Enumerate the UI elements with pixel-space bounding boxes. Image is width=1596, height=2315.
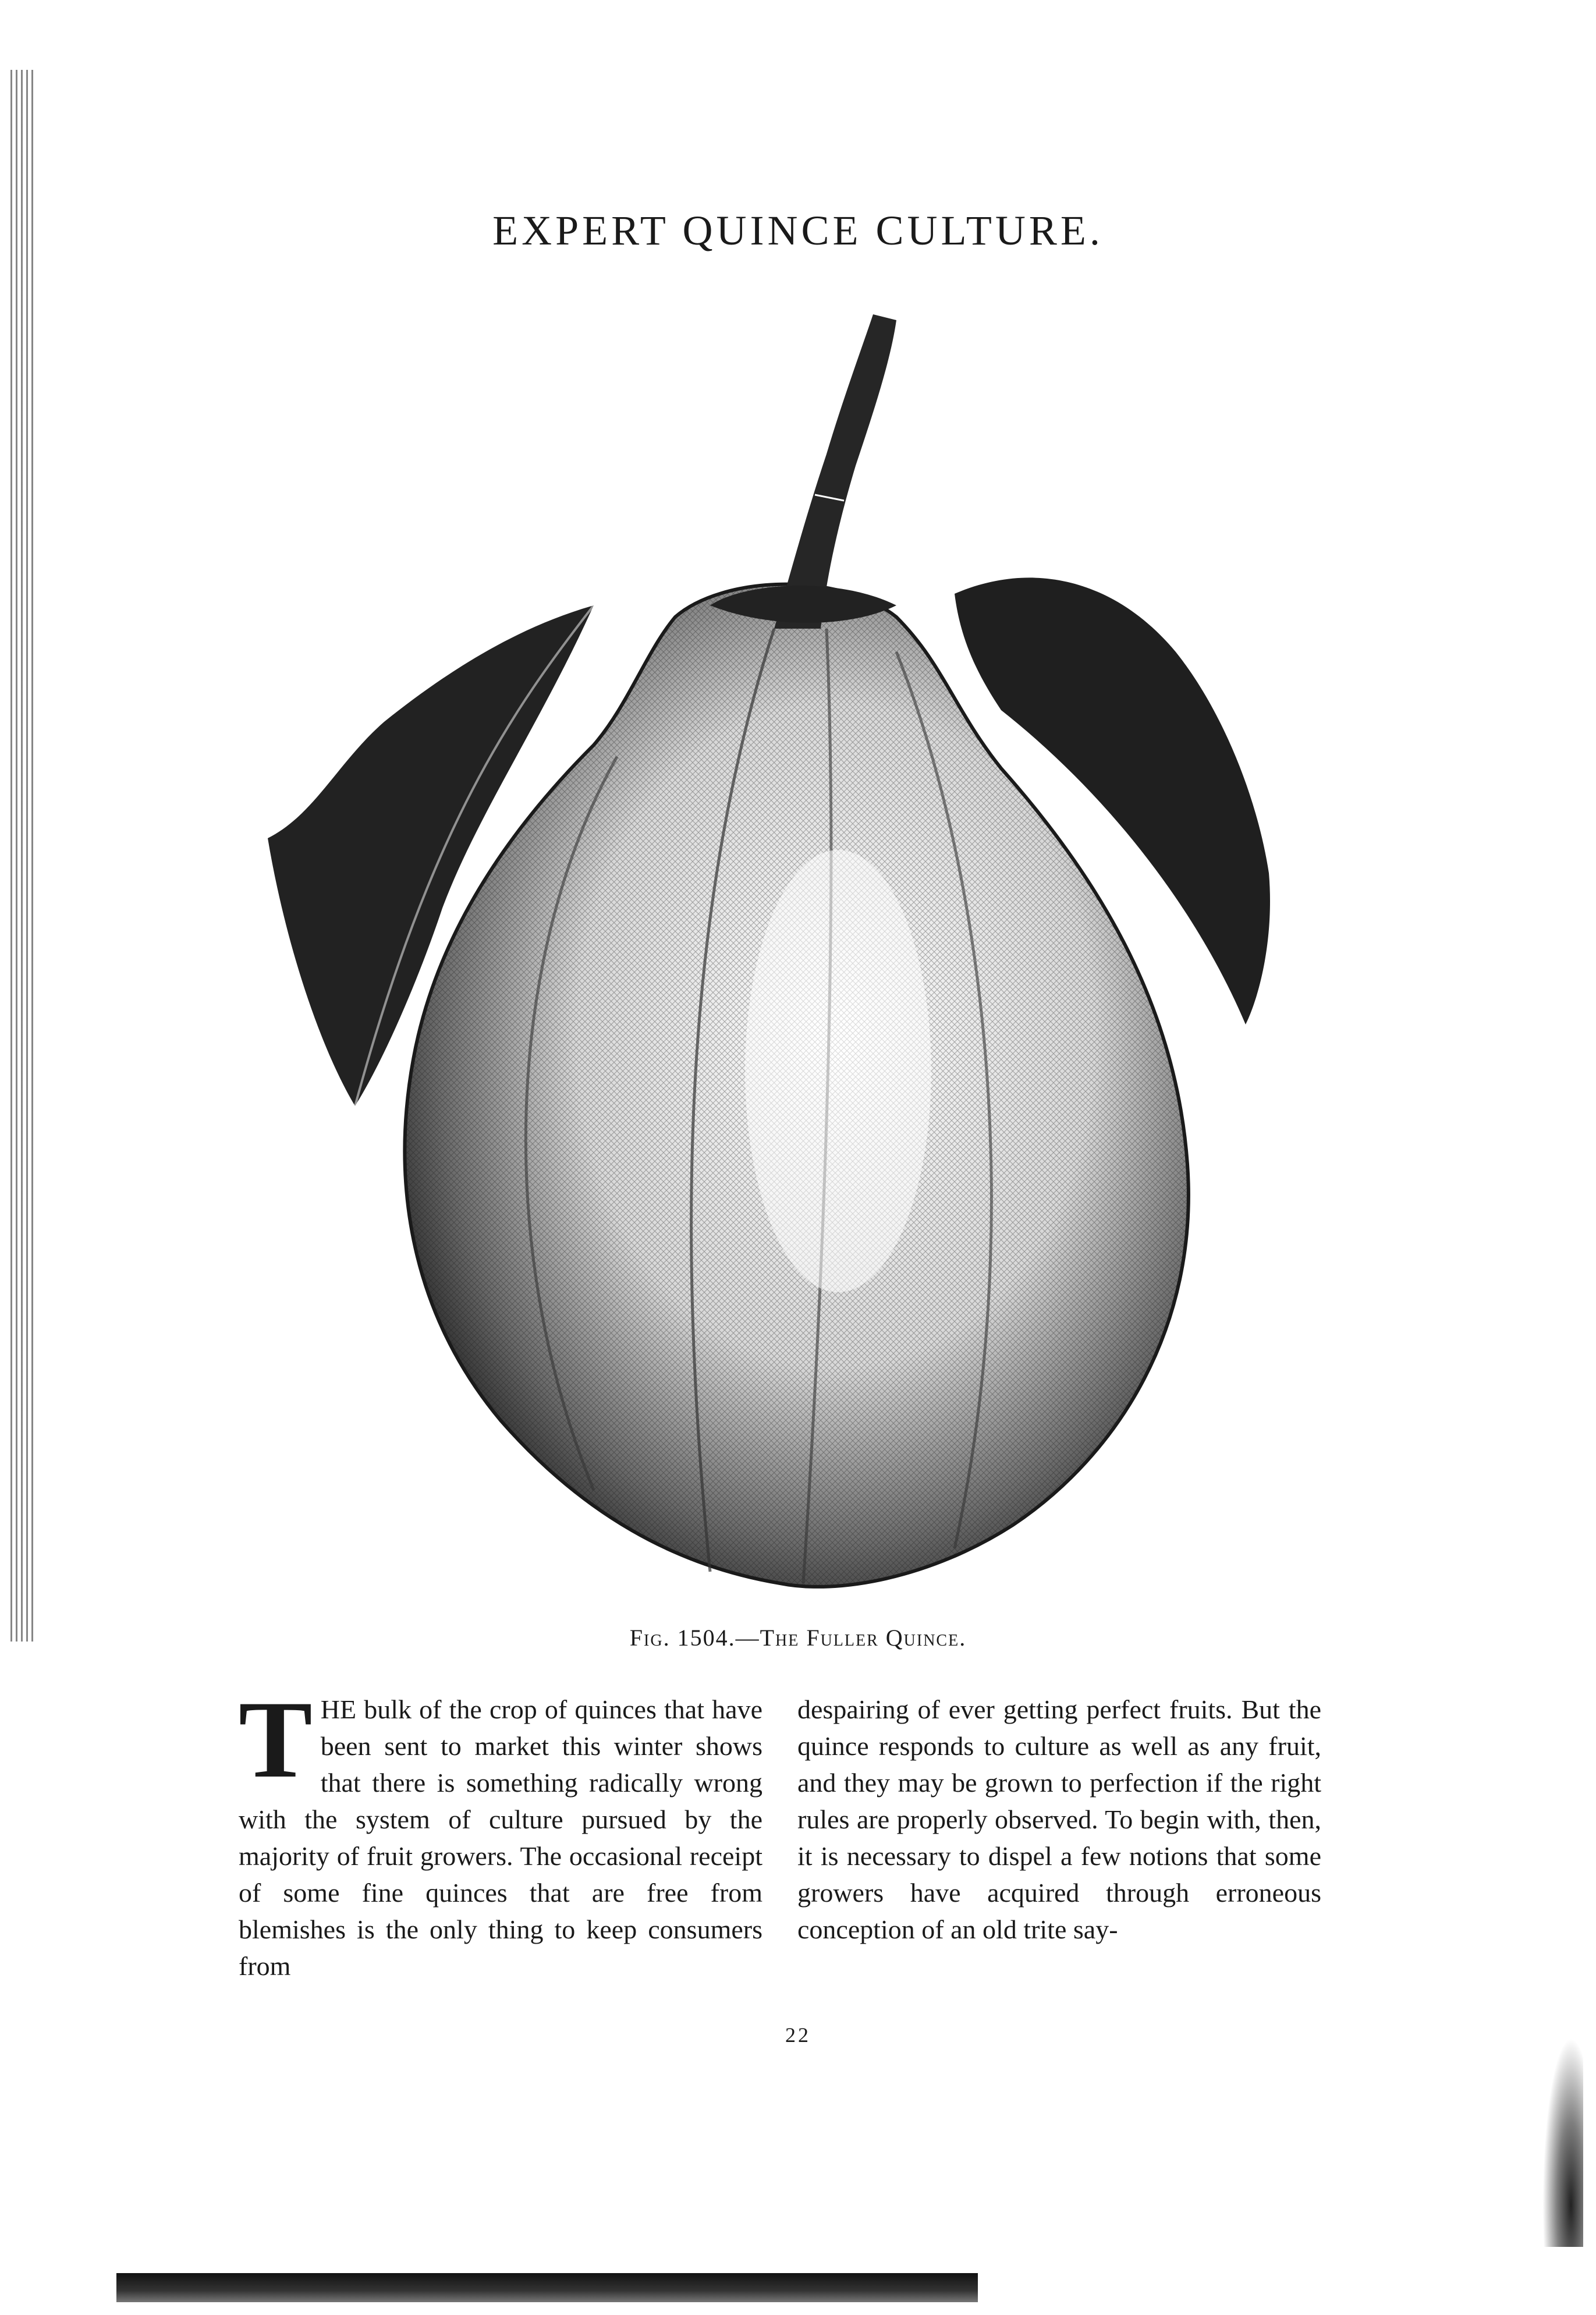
page-number: 22 (785, 2023, 811, 2047)
running-title: EXPERT QUINCE CULTURE. (492, 207, 1104, 254)
stem-icon (774, 314, 896, 629)
scan-edge-left (10, 70, 34, 1642)
paragraph-text-left: HE bulk of the crop of quinces that have been sent to market this winter shows that there is something radically wrong with the system of culture pursued by the majority of fruit growers. The occasional receipt of some fine quinces that are free from blemishes is the only thing to keep consumers from (239, 1694, 762, 1981)
paragraph-text-right: despairing of ever getting perfect fruits. But the quince responds to culture as well as any fruit, and they may be grown to perfection if the right rules are properly observed. To begin with, then, it is necessary to dispel a few notions that some growers have acquired through erroneous conception of an old trite say- (797, 1694, 1321, 1944)
text-column-left (239, 1679, 762, 1984)
scan-edge-bottom (116, 2273, 978, 2302)
drop-cap: T (239, 1679, 313, 1801)
scan-smudge (1542, 2037, 1583, 2247)
figure-caption: Fig. 1504.—The Fuller Quince. (629, 1625, 967, 1651)
quince-illustration (268, 303, 1315, 1618)
text-column-right (797, 1691, 1321, 1948)
